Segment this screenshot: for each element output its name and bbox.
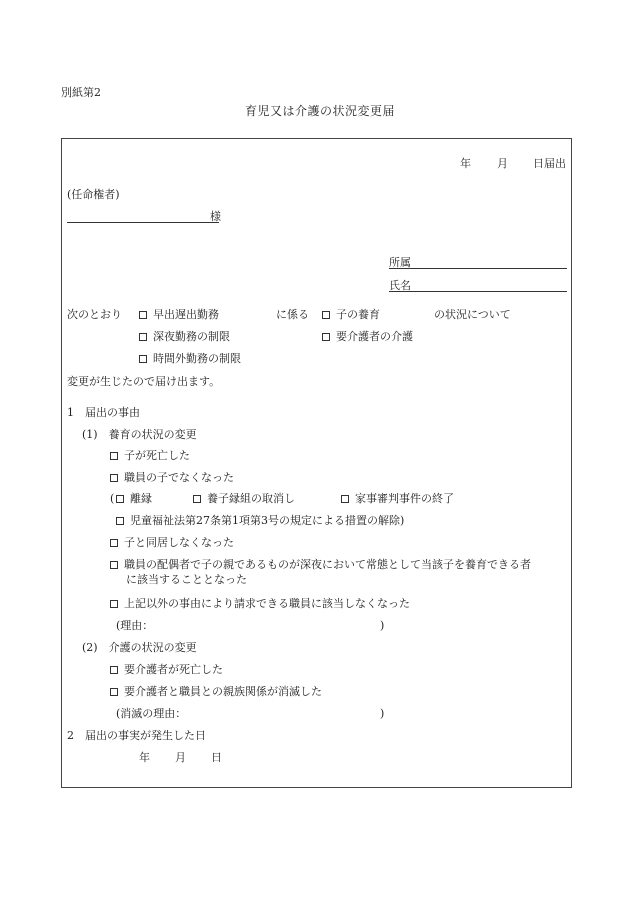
checkbox-label: 深夜勤務の制限 (153, 330, 230, 343)
checkbox-spouse[interactable] (110, 558, 531, 571)
section2-heading: 2 届出の事実が発生した日 (67, 729, 206, 742)
checkbox-family-court-end[interactable] (341, 492, 454, 505)
checkbox-label: 時間外勤務の制限 (153, 352, 241, 365)
checkbox-box[interactable] (110, 666, 118, 674)
reason-close: ) (380, 619, 385, 632)
checkbox-label: 児童福祉法第27条第1項第3号の規定による措置の解除) (130, 514, 405, 527)
checkbox-welfare-act[interactable] (116, 514, 404, 527)
date-month: 月 (497, 157, 508, 170)
checkbox-box[interactable] (110, 474, 118, 482)
form-title: 育児又は介護の状況変更届 (245, 104, 396, 118)
checkbox-care[interactable] (322, 330, 413, 343)
sama-label: 様 (210, 210, 221, 223)
affiliation-label: 所属 (389, 256, 411, 269)
checkbox-label: 養子縁組の取消し (207, 492, 295, 505)
checkbox-box[interactable] (110, 561, 118, 569)
checkbox-label: 要介護者と職員との親族関係が消滅した (124, 685, 322, 698)
checkbox-other-reason[interactable] (110, 597, 410, 610)
notice-text: 変更が生じたので届け出ます。 (67, 375, 221, 388)
checkbox-adoption-cancel[interactable] (193, 492, 295, 505)
name-label: 氏名 (389, 279, 411, 292)
checkbox-care-died[interactable] (110, 663, 223, 676)
paren-open: ( (110, 492, 115, 505)
checkbox-label: 職員の子でなくなった (124, 471, 234, 484)
checkbox-box[interactable] (110, 452, 118, 460)
extinct-reason-close: ) (380, 707, 385, 720)
checkbox-label: 上記以外の事由により請求できる職員に該当しなくなった (124, 597, 410, 610)
lead-text: 次のとおり (67, 308, 122, 321)
checkbox-relation-ended[interactable] (110, 685, 322, 698)
spouse-line2: に該当することとなった (126, 573, 247, 586)
checkbox-box[interactable] (110, 539, 118, 547)
section1-sub2-heading: (2) 介護の状況の変更 (82, 641, 197, 654)
kakaru-text: に係る (276, 308, 309, 321)
checkbox-box[interactable] (116, 517, 124, 525)
date-day-filed: 日届出 (533, 157, 566, 170)
occur-month: 月 (175, 751, 186, 764)
checkbox-box[interactable] (322, 333, 330, 341)
checkbox-child-died[interactable] (110, 449, 190, 462)
checkbox-not-living[interactable] (110, 536, 234, 549)
checkbox-label: 家事審判事件の終了 (355, 492, 454, 505)
checkbox-box[interactable] (139, 311, 147, 319)
checkbox-label: 子が死亡した (124, 449, 190, 462)
checkbox-label: 要介護者が死亡した (124, 663, 223, 676)
status-about-text: の状況について (434, 308, 511, 321)
checkbox-label: 要介護者の介護 (336, 330, 413, 343)
checkbox-label: 子の養育 (336, 308, 380, 321)
checkbox-box[interactable] (322, 311, 330, 319)
checkbox-box[interactable] (139, 333, 147, 341)
checkbox-night-limit[interactable] (139, 330, 230, 343)
checkbox-child-raising[interactable] (322, 308, 380, 321)
checkbox-no-longer-child[interactable] (110, 471, 234, 484)
occur-year: 年 (139, 751, 150, 764)
extinct-reason-label: (消滅の理由： (116, 707, 187, 720)
checkbox-box[interactable] (341, 495, 349, 503)
occur-day: 日 (211, 751, 222, 764)
checkbox-label: 職員の配偶者で子の親であるものが深夜において常態として当該子を養育できる者 (124, 558, 531, 571)
checkbox-early-late[interactable] (139, 308, 219, 321)
section1-sub1-heading: (1) 養育の状況の変更 (82, 428, 197, 441)
date-year: 年 (460, 157, 471, 170)
checkbox-box[interactable] (110, 600, 118, 608)
checkbox-label: 早出遅出勤務 (153, 308, 219, 321)
checkbox-box[interactable] (193, 495, 201, 503)
checkbox-box[interactable] (139, 355, 147, 363)
appointer-label: (任命権者) (67, 188, 120, 201)
appointer-line (67, 222, 219, 223)
reason-label: (理由： (116, 619, 154, 632)
checkbox-box[interactable] (116, 495, 124, 503)
attachment-label: 別紙第2 (61, 86, 101, 99)
checkbox-label: 離縁 (130, 492, 152, 505)
checkbox-overtime-limit[interactable] (139, 352, 241, 365)
checkbox-box[interactable] (110, 688, 118, 696)
name-line (389, 291, 567, 292)
section1-heading: 1 届出の事由 (67, 406, 140, 419)
affiliation-line (389, 268, 567, 269)
checkbox-divorce[interactable] (116, 492, 152, 505)
checkbox-label: 子と同居しなくなった (124, 536, 234, 549)
